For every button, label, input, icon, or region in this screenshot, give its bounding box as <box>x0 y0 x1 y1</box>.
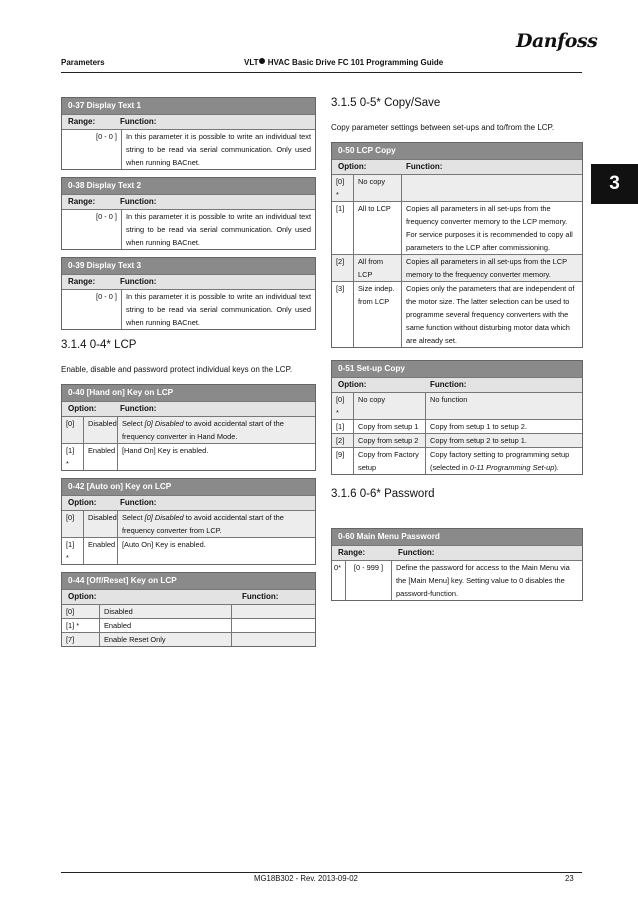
header-rule <box>61 72 582 73</box>
option-index: [9] <box>332 448 354 474</box>
table-row <box>332 392 582 419</box>
table-row <box>332 201 582 254</box>
function-label: Function: <box>242 592 279 601</box>
function-desc: In this parameter it is possible to write an individual text string to be read via serial communication. Only used when running BACnet. <box>126 212 311 247</box>
table-row <box>332 281 582 347</box>
table-row <box>62 209 315 249</box>
table-row <box>332 419 582 433</box>
table-row <box>332 560 582 600</box>
param-table-0-60 <box>331 528 583 601</box>
option-desc: No function <box>430 395 468 404</box>
option-desc: Select [0] Disabled to avoid accidental start of the frequency converter from LCP. <box>122 513 284 535</box>
option-index: [1] <box>332 202 354 254</box>
option-desc <box>232 605 315 618</box>
option-desc: Copy from setup 1 to setup 2. <box>430 422 527 431</box>
range-value: [0 - 0 ] <box>92 130 122 169</box>
option-name: Disabled <box>84 511 118 537</box>
option-name: Enable Reset Only <box>100 633 232 646</box>
function-label: Function: <box>120 197 157 206</box>
option-index: [1] * <box>62 538 84 564</box>
option-index: [3] <box>332 282 354 347</box>
function-label: Function: <box>406 162 443 171</box>
option-name: Enabled <box>84 538 118 564</box>
param-table-0-51 <box>331 360 583 475</box>
table-row <box>62 618 315 632</box>
param-table-0-50 <box>331 142 583 348</box>
function-label: Function: <box>120 404 157 413</box>
option-desc: [Auto On] Key is enabled. <box>122 540 206 549</box>
section-paragraph: Copy parameter settings between set-ups and to/from the LCP. <box>331 123 555 132</box>
param-title: 0-39 Display Text 3 <box>62 258 315 274</box>
option-name: All from LCP <box>354 255 402 281</box>
section-heading-3-1-6: 3.1.6 0-6* Password <box>331 488 435 500</box>
document-revision: MG18B302 - Rev. 2013-09-02 <box>254 874 358 883</box>
section-heading-3-1-4: 3.1.4 0-4* LCP <box>61 339 137 351</box>
header-brand: VLT <box>244 58 259 67</box>
header-section: Parameters <box>61 58 105 67</box>
option-name: All to LCP <box>354 202 402 254</box>
param-title: 0-50 LCP Copy <box>332 143 582 159</box>
option-label: Option: <box>338 162 367 171</box>
table-row <box>62 604 315 618</box>
option-index: [0] * <box>332 175 354 201</box>
registered-dot-icon <box>259 58 265 64</box>
function-desc: Define the password for access to the Main Menu via the [Main Menu] key. Setting value to 0 disables the password-function. <box>396 563 570 598</box>
table-subheader <box>332 545 582 560</box>
option-name: Copy from setup 1 <box>354 420 426 433</box>
table-subheader <box>62 495 315 510</box>
option-desc <box>402 175 582 201</box>
param-table-0-42 <box>61 478 316 565</box>
option-index: [0] * <box>332 393 354 419</box>
option-index: [0] <box>62 605 100 618</box>
param-table-0-40 <box>61 384 316 471</box>
option-index: [1] * <box>62 619 100 632</box>
table-subheader <box>62 114 315 129</box>
table-subheader <box>62 274 315 289</box>
param-table-0-44 <box>61 572 316 647</box>
table-row <box>62 416 315 443</box>
page-header <box>0 30 638 70</box>
left-column <box>61 97 316 654</box>
param-title: 0-51 Set-up Copy <box>332 361 582 377</box>
table-subheader <box>62 589 315 604</box>
param-table-0-39 <box>61 257 316 330</box>
table-row <box>62 129 315 169</box>
chapter-tab: 3 <box>591 164 638 204</box>
range-label: Range: <box>338 548 366 557</box>
range-value: [0 - 999 ] <box>346 561 392 600</box>
option-name: No copy <box>354 393 426 419</box>
param-title: 0-42 [Auto on] Key on LCP <box>62 479 315 495</box>
option-desc: [Hand On] Key is enabled. <box>122 446 209 455</box>
danfoss-logo: Danfoss <box>516 30 598 52</box>
option-index: [2] <box>332 255 354 281</box>
table-row <box>332 433 582 447</box>
section-paragraph: Enable, disable and password protect individual keys on the LCP. <box>61 365 293 374</box>
option-index: [1] * <box>62 444 84 470</box>
option-desc: Copies only the parameters that are independent of the motor size. The latter selection can be used to programme several frequency converters with the same function without disturbing motor data which are already set. <box>406 284 575 345</box>
function-label: Function: <box>398 548 435 557</box>
option-label: Option: <box>338 380 367 389</box>
option-label: Option: <box>68 498 97 507</box>
option-name: Copy from setup 2 <box>354 434 426 447</box>
table-row <box>62 537 315 564</box>
option-index: [7] <box>62 633 100 646</box>
option-desc: Copy factory setting to programming setup (selected in 0-11 Programming Set-up). <box>430 450 570 472</box>
header-title <box>244 58 443 67</box>
option-name: Size indep. from LCP <box>354 282 402 347</box>
table-subheader <box>62 401 315 416</box>
option-name: No copy <box>354 175 402 201</box>
option-name: Enabled <box>84 444 118 470</box>
param-title: 0-44 [Off/Reset] Key on LCP <box>62 573 315 589</box>
function-desc: In this parameter it is possible to write an individual text string to be read via serial communication. Only used when running BACnet. <box>126 132 311 167</box>
default-marker: 0* <box>332 561 346 600</box>
option-index: [2] <box>332 434 354 447</box>
table-row <box>332 254 582 281</box>
table-subheader <box>332 377 582 392</box>
function-label: Function: <box>430 380 467 389</box>
table-subheader <box>62 194 315 209</box>
option-desc: Copies all parameters in all set-ups from the LCP memory to the frequency converter memory. <box>406 257 567 279</box>
footer-rule <box>61 872 582 873</box>
param-title: 0-37 Display Text 1 <box>62 98 315 114</box>
option-name: Disabled <box>100 605 232 618</box>
page-number: 23 <box>565 874 574 883</box>
option-name: Disabled <box>84 417 118 443</box>
table-row <box>62 443 315 470</box>
option-name: Enabled <box>100 619 232 632</box>
option-label: Option: <box>68 592 97 601</box>
function-label: Function: <box>120 117 157 126</box>
function-desc: In this parameter it is possible to write an individual text string to be read via serial communication. Only used when running BACnet. <box>126 292 311 327</box>
option-desc <box>232 619 315 632</box>
param-table-0-37 <box>61 97 316 170</box>
table-subheader <box>332 159 582 174</box>
right-column <box>331 97 583 608</box>
param-title: 0-40 [Hand on] Key on LCP <box>62 385 315 401</box>
range-value: [0 - 0 ] <box>92 290 122 329</box>
table-row <box>332 447 582 474</box>
table-row <box>62 632 315 646</box>
param-title: 0-38 Display Text 2 <box>62 178 315 194</box>
table-row <box>332 174 582 201</box>
header-guide-title: HVAC Basic Drive FC 101 Programming Guide <box>267 58 444 67</box>
option-desc: Select [0] Disabled to avoid accidental start of the frequency converter in Hand Mode. <box>122 419 284 441</box>
range-label: Range: <box>68 117 96 126</box>
range-label: Range: <box>68 277 96 286</box>
table-row <box>62 510 315 537</box>
function-label: Function: <box>120 498 157 507</box>
table-row <box>62 289 315 329</box>
option-label: Option: <box>68 404 97 413</box>
option-index: [1] <box>332 420 354 433</box>
option-name: Copy from Factory setup <box>354 448 426 474</box>
range-value: [0 - 0 ] <box>92 210 122 249</box>
option-index: [0] <box>62 417 84 443</box>
param-title: 0-60 Main Menu Password <box>332 529 582 545</box>
function-label: Function: <box>120 277 157 286</box>
option-index: [0] <box>62 511 84 537</box>
option-desc: Copy from setup 2 to setup 1. <box>430 436 527 445</box>
option-desc: Copies all parameters in all set-ups from the frequency converter memory to the LCP memory. For service purposes it is recommended to copy all parameters to the LCP after commissioning. <box>406 204 573 252</box>
section-heading-3-1-5: 3.1.5 0-5* Copy/Save <box>331 97 441 109</box>
option-desc <box>232 633 315 646</box>
range-label: Range: <box>68 197 96 206</box>
param-table-0-38 <box>61 177 316 250</box>
